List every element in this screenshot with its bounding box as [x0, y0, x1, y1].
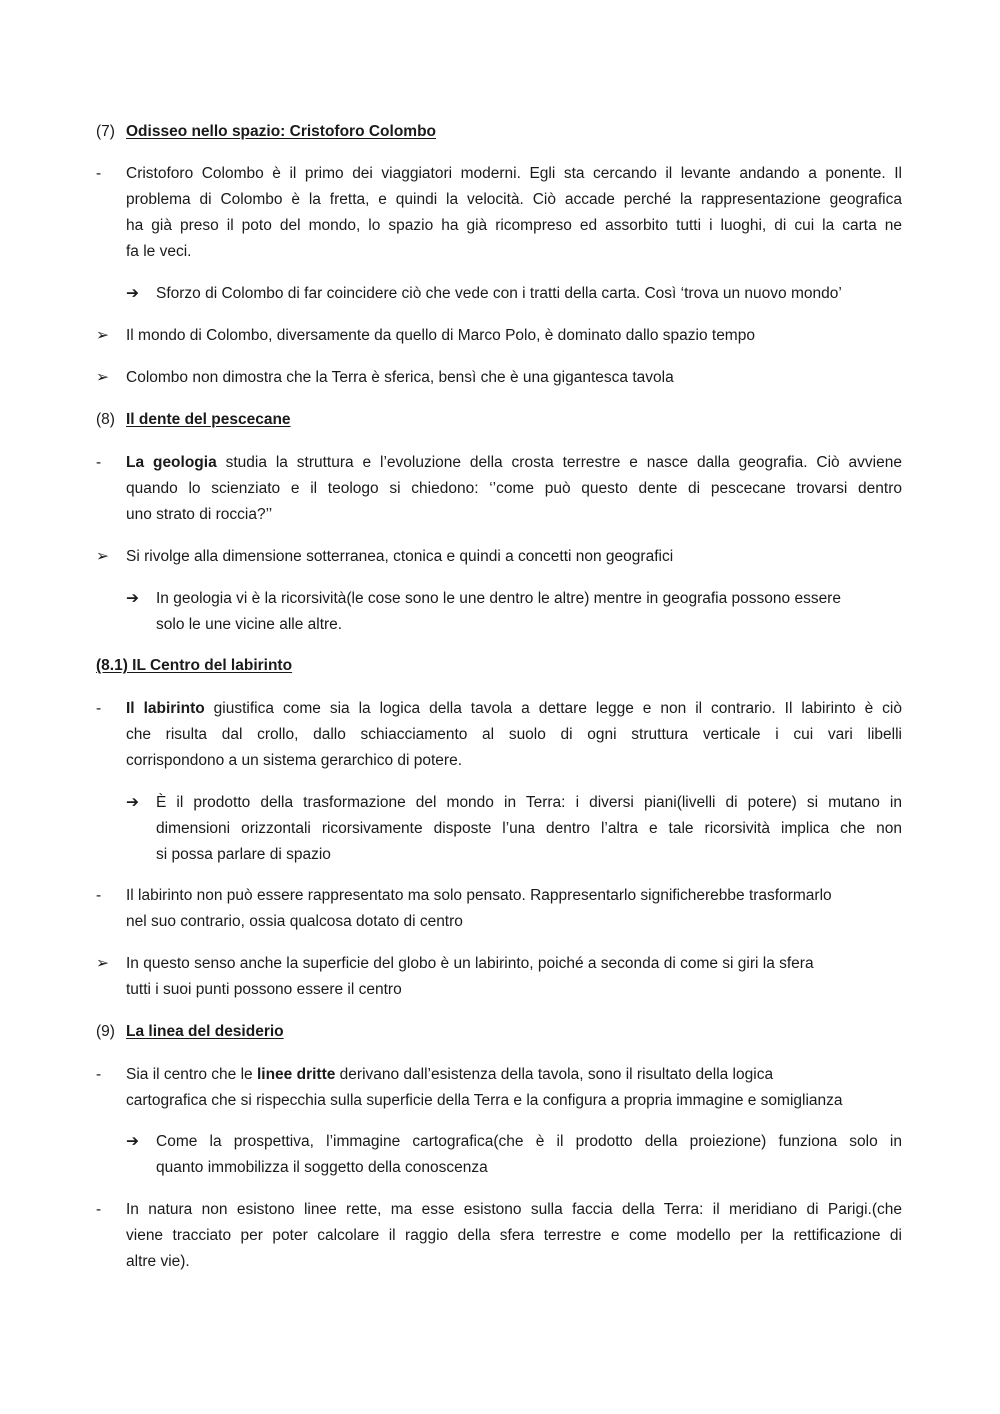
arrow-bullet-icon: ➔	[126, 285, 139, 302]
paragraph-text: Sia il centro che le	[126, 1066, 257, 1083]
paragraph-line: Cristoforo Colombo è il primo dei viaggiatori moderni. Egli sta cercando il levante andando a ponente. Il	[126, 165, 902, 182]
triangle-item: Il mondo di Colombo, diversamente da quello di Marco Polo, è dominato dallo spazio tempo	[126, 327, 755, 344]
arrow-item: Sforzo di Colombo di far coincidere ciò che vede con i tratti della carta. Così ‘trova un nuovo mondo’	[156, 285, 842, 302]
arrow-bullet-icon: ➔	[126, 590, 139, 607]
bold-term: La geologia	[126, 454, 217, 471]
section-8-1-heading: (8.1) IL Centro del labirinto	[96, 657, 293, 674]
triangle-bullet-icon: ➢	[96, 327, 109, 344]
paragraph-line	[126, 1065, 773, 1085]
section-9-number: (9)	[96, 1023, 115, 1040]
triangle-item: tutti i suoi punti possono essere il centro	[126, 981, 402, 998]
section-9-heading: La linea del desiderio	[126, 1023, 284, 1040]
triangle-bullet-icon: ➢	[96, 369, 109, 386]
dash-bullet: -	[96, 1201, 102, 1218]
arrow-item: È il prodotto della trasformazione del mondo in Terra: i diversi piani(livelli di potere) si mutano in	[156, 794, 902, 811]
arrow-item: In geologia vi è la ricorsività(le cose sono le une dentro le altre) mentre in geografia possono essere	[156, 590, 841, 607]
paragraph-line: cartografica che si rispecchia sulla superficie della Terra e la configura a propria immagine e somiglianza	[126, 1092, 843, 1109]
triangle-item: In questo senso anche la superficie del globo è un labirinto, poiché a seconda di come si giri la sfera	[126, 955, 814, 972]
section-8-number: (8)	[96, 411, 115, 428]
section-8-heading: Il dente del pescecane	[126, 411, 291, 428]
paragraph-line: ha già preso il poto del mondo, lo spazio ha già ricompreso ed assorbito tutti i luoghi, di cui la carta ne	[126, 217, 902, 234]
arrow-item: si possa parlare di spazio	[156, 846, 331, 863]
arrow-bullet-icon: ➔	[126, 1133, 139, 1150]
paragraph-line: Il labirinto non può essere rappresentato ma solo pensato. Rappresentarlo significherebbe trasformarlo	[126, 887, 832, 904]
paragraph-line: viene tracciato per poter calcolare il raggio della sfera terrestre e come modello per la rettificazione di	[126, 1227, 902, 1244]
paragraph-line: che risulta dal crollo, dallo schiacciamento al suolo di ogni struttura verticale i cui vari libelli	[126, 726, 902, 743]
section-7-heading: Odisseo nello spazio: Cristoforo Colombo	[126, 123, 437, 140]
triangle-bullet-icon: ➢	[96, 548, 109, 565]
paragraph-line	[126, 453, 902, 473]
dash-bullet: -	[96, 165, 102, 182]
paragraph-line: problema di Colombo è la fretta, e quindi la velocità. Ciò accade perché la rappresentazione geografica	[126, 191, 902, 208]
paragraph-line: altre vie).	[126, 1253, 190, 1270]
arrow-item: solo le une vicine alle altre.	[156, 616, 343, 633]
triangle-item: Si rivolge alla dimensione sotterranea, ctonica e quindi a concetti non geografici	[126, 548, 674, 565]
paragraph-text: derivano dall’esistenza della tavola, sono il risultato della logica	[335, 1066, 774, 1083]
arrow-bullet-icon: ➔	[126, 794, 139, 811]
section-7-number: (7)	[96, 123, 115, 140]
dash-bullet: -	[96, 700, 102, 717]
paragraph-line: nel suo contrario, ossia qualcosa dotato di centro	[126, 913, 463, 930]
paragraph-line: corrispondono a un sistema gerarchico di potere.	[126, 752, 463, 769]
triangle-bullet-icon: ➢	[96, 955, 109, 972]
triangle-item: Colombo non dimostra che la Terra è sferica, bensì che è una gigantesca tavola	[126, 369, 674, 386]
paragraph-line: uno strato di roccia?’’	[126, 506, 273, 523]
paragraph-text: studia la struttura e l’evoluzione della crosta terrestre e nasce dalla geografia. Ciò avviene	[216, 454, 902, 471]
paragraph-line	[126, 699, 902, 719]
paragraph-line: fa le veci.	[126, 243, 192, 260]
dash-bullet: -	[96, 454, 102, 471]
paragraph-text: giustifica come sia la logica della tavola a dettare legge e non il contrario. Il labirinto è ciò	[204, 700, 902, 717]
bold-term: linee dritte	[256, 1066, 336, 1083]
arrow-item: quanto immobilizza il soggetto della conoscenza	[156, 1159, 488, 1176]
paragraph-line: quando lo scienziato e il teologo si chiedono: ‘’come può questo dente di pescecane trovarsi dentro	[126, 480, 902, 497]
dash-bullet: -	[96, 1066, 102, 1083]
bold-term: Il labirinto	[126, 700, 205, 717]
dash-bullet: -	[96, 887, 102, 904]
arrow-item: dimensioni orizzontali ricorsivamente disposte l’una dentro l’altra e tale ricorsività implica che non	[156, 820, 902, 837]
arrow-item: Come la prospettiva, l’immagine cartografica(che è il prodotto della proiezione) funziona solo in	[156, 1133, 902, 1150]
paragraph-line: In natura non esistono linee rette, ma esse esistono sulla faccia della Terra: il meridiano di Parigi.(che	[126, 1201, 902, 1218]
